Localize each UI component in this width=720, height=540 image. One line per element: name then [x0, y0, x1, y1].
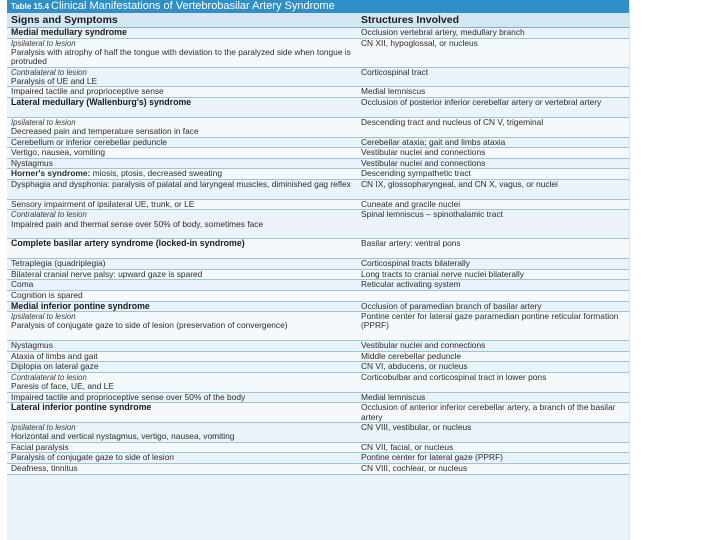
- table-row: [7, 280, 629, 291]
- cell-structure: Occlusion of posterior inferior cerebellar artery or vertebral artery: [361, 96, 602, 107]
- sign-text: Decreased pain and temperature sensation in face: [11, 126, 199, 137]
- table-row: [7, 200, 629, 211]
- cell-structure: CN VIII, vestibular, or nucleus: [361, 422, 472, 433]
- cell-sign: [11, 239, 356, 248]
- laterality-label: Contralateral to lesion: [11, 372, 87, 382]
- cell-sign: [11, 291, 356, 300]
- cell-sign: [11, 270, 356, 279]
- sign-text: Complete basilar artery syndrome (locked-in syndrome): [11, 238, 245, 249]
- sign-text: Ataxia of limbs and gait: [11, 350, 98, 361]
- section-header-row: [7, 98, 629, 118]
- sign-text: Paralysis of conjugate gaze to side of lesion (preservation of convergence): [11, 320, 288, 331]
- sign-text: Impaired pain and thermal sense over 50% of body, sometimes face: [11, 218, 264, 229]
- cell-sign: [11, 362, 356, 371]
- cell-structure: Corticospinal tract: [361, 66, 429, 77]
- sign-text: Nystagmus: [11, 157, 53, 168]
- sign-text: Paralysis of UE and LE: [11, 75, 98, 86]
- sign-text: Diplopia on lateral gaze: [11, 361, 99, 372]
- cell-sign: [11, 464, 356, 473]
- table-sheet: [7, 0, 629, 540]
- table-row: [7, 148, 629, 159]
- page-edge: [629, 0, 630, 540]
- table-row: [7, 312, 629, 341]
- column-header-structures: Structures Involved: [361, 14, 460, 26]
- cell-sign: [11, 453, 356, 462]
- sign-text: Cerebellum or inferior cerebellar peduncle: [11, 136, 167, 147]
- cell-sign: [11, 443, 356, 452]
- cell-sign: [11, 87, 356, 96]
- table-row: [7, 180, 629, 200]
- cell-sign: [11, 373, 356, 392]
- cell-structure: Cerebellar ataxia; gait and limbs ataxia: [361, 136, 506, 147]
- cell-sign: [11, 159, 356, 168]
- cell-sign: [11, 180, 356, 189]
- sign-text: miosis, ptosis, decreased sweating: [90, 168, 222, 179]
- cell-structure: CN VIII, cochlear, or nucleus: [361, 463, 468, 474]
- cell-sign: [11, 403, 356, 412]
- column-header-row: [7, 13, 629, 28]
- sign-text: Paralysis with atrophy of half the tongue with deviation to the paralyzed side when tongue is protruded: [11, 46, 351, 67]
- section-header-row: [7, 403, 629, 423]
- sign-text: Nystagmus: [11, 340, 53, 351]
- cell-structure: CN IX, glossopharyngeal, and CN X, vagus, or nuclei: [361, 178, 558, 189]
- table-row: [7, 464, 629, 475]
- laterality-label: Contralateral to lesion: [11, 67, 87, 77]
- laterality-label: Ipsilateral to lesion: [11, 423, 76, 433]
- cell-sign: [11, 138, 356, 147]
- cell-structure: CN VII, facial, or nucleus: [361, 441, 454, 452]
- table-row: [7, 270, 629, 281]
- sign-text: Deafness, tinnitus: [11, 463, 78, 474]
- table-row: [7, 118, 629, 138]
- cell-structure: Occlusion vertebral artery, medullary branch: [361, 27, 525, 37]
- cell-structure: Reticular activating system: [361, 279, 461, 290]
- cell-structure: Corticospinal tracts bilaterally: [361, 258, 470, 269]
- cell-structure: Vestibular nuclei and connections: [361, 147, 486, 158]
- cell-sign: [11, 341, 356, 350]
- sign-text: Vertigo, nausea, vomiting: [11, 147, 106, 158]
- cell-structure: Spinal lemniscus – spinothalamic tract: [361, 209, 503, 220]
- cell-structure: Long tracts to cranial nerve nuclei bilaterally: [361, 268, 524, 279]
- table-title: Clinical Manifestations of Vertebrobasilar Artery Syndrome: [51, 0, 335, 12]
- cell-structure: Pontine center for lateral gaze (PPRF): [361, 452, 503, 463]
- cell-sign: [11, 98, 356, 107]
- cell-sign: [11, 118, 356, 137]
- table-row: [7, 68, 629, 88]
- cell-sign: [11, 210, 356, 229]
- cell-sign: [11, 259, 356, 268]
- cell-sign: [11, 352, 356, 361]
- cell-structure: Descending tract and nucleus of CN V, trigeminal: [361, 116, 544, 127]
- sign-text: Tetraplegia (quadriplegia): [11, 258, 106, 269]
- sign-text: Medial inferior pontine syndrome: [11, 300, 150, 311]
- cell-sign: [11, 423, 356, 442]
- cell-sign: [11, 302, 356, 311]
- cell-structure: Basilar artery: ventral pons: [361, 238, 461, 249]
- section-header-row: [7, 28, 629, 39]
- cell-sign: [11, 312, 356, 331]
- sign-text: Paralysis of conjugate gaze to side of lesion: [11, 452, 174, 463]
- table-row: [7, 341, 629, 352]
- table-row: [7, 453, 629, 464]
- cell-sign: [11, 200, 356, 209]
- cell-structure: Descending sympathetic tract: [361, 168, 471, 179]
- section-header-row: [7, 239, 629, 259]
- cell-structure: Vestibular nuclei and connections: [361, 157, 486, 168]
- cell-structure: Corticobulbar and corticospinal tract in lower pons: [361, 371, 547, 382]
- sign-text: Impaired tactile and proprioceptive sense over 50% of the body: [11, 391, 246, 402]
- cell-structure: Middle cerebellar peduncle: [361, 350, 462, 361]
- cell-structure: Occlusion of paramedian branch of basilar artery: [361, 300, 542, 311]
- laterality-label: Ipsilateral to lesion: [11, 312, 76, 322]
- sign-text: Horizontal and vertical nystagmus, vertigo, nausea, vomiting: [11, 431, 235, 442]
- sign-text: Bilateral cranial nerve palsy: upward gaze is spared: [11, 268, 203, 279]
- cell-structure: Occlusion of anterior inferior cerebellar artery, a branch of the basilar artery: [361, 402, 616, 422]
- column-header-signs: Signs and Symptoms: [11, 14, 118, 26]
- sign-text: Coma: [11, 279, 34, 290]
- table-row: [7, 352, 629, 363]
- table-row: [7, 39, 629, 68]
- cell-structure: Medial lemniscus: [361, 86, 426, 97]
- cell-structure: Vestibular nuclei and connections: [361, 340, 486, 351]
- sign-text: Impaired tactile and proprioceptive sense: [11, 86, 164, 97]
- sign-text: Lateral medullary (Wallenburg's) syndrome: [11, 96, 192, 107]
- table-row: [7, 423, 629, 443]
- cell-sign: [11, 393, 356, 402]
- sign-text: Dysphagia and dysphonia: paralysis of palatal and laryngeal muscles, diminished gag reflex: [11, 178, 351, 189]
- sign-text: Facial paralysis: [11, 441, 69, 452]
- sign-text: Medial medullary syndrome: [11, 27, 127, 37]
- laterality-label: Contralateral to lesion: [11, 210, 87, 220]
- cell-structure: CN XII, hypoglossal, or nucleus: [361, 37, 478, 48]
- cell-sign: [11, 148, 356, 157]
- cell-sign: [11, 169, 356, 178]
- cell-sign: [11, 39, 356, 67]
- cell-sign: [11, 68, 356, 87]
- sign-text: Cognition is spared: [11, 289, 83, 300]
- laterality-label: Ipsilateral to lesion: [11, 38, 76, 48]
- table-row: [7, 373, 629, 393]
- laterality-label: Ipsilateral to lesion: [11, 117, 76, 127]
- cell-structure: CN VI, abducens, or nucleus: [361, 361, 468, 372]
- table-number: Table 15.4: [9, 1, 52, 12]
- table-row: [7, 210, 629, 239]
- syndrome-lead: Horner's syndrome:: [11, 168, 91, 179]
- sign-text: Sensory impairment of ipsilateral UE, trunk, or LE: [11, 198, 195, 209]
- cell-sign: [11, 280, 356, 289]
- cell-structure: Pontine center for lateral gaze paramedian pontine reticular formation (PPRF): [361, 311, 619, 331]
- table-title-bar: [7, 0, 629, 13]
- cell-structure: Cuneate and gracile nuclei: [361, 198, 461, 209]
- sign-text: Paresis of face, UE, and LE: [11, 381, 114, 392]
- sign-text: Lateral inferior pontine syndrome: [11, 402, 152, 413]
- cell-structure: Medial lemniscus: [361, 391, 426, 402]
- table-body: [7, 28, 629, 475]
- cell-sign: [11, 28, 356, 37]
